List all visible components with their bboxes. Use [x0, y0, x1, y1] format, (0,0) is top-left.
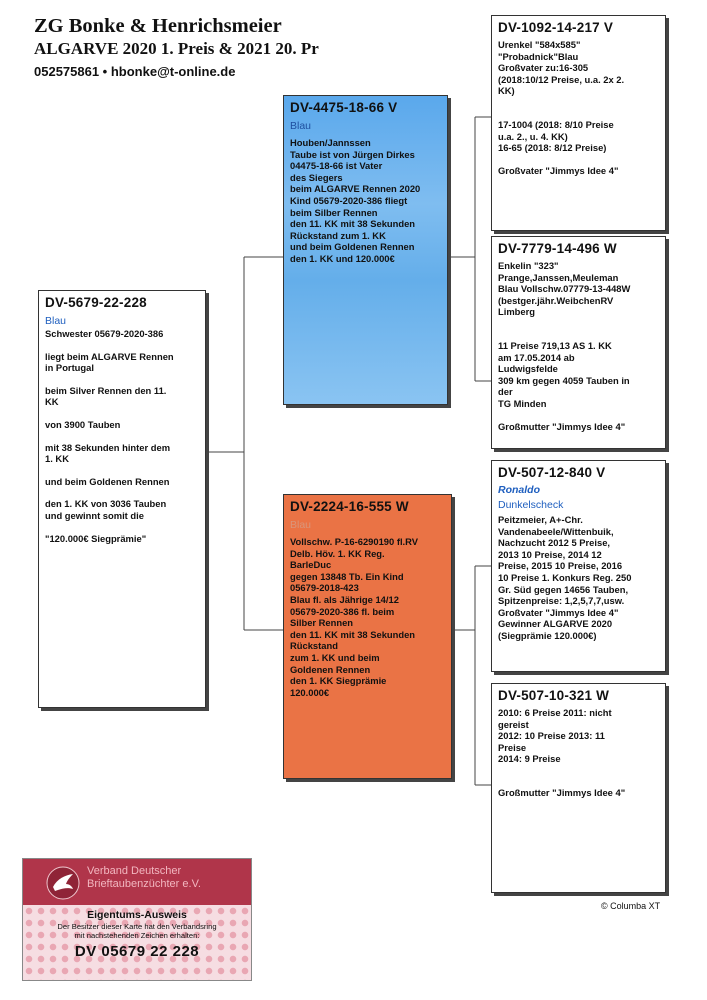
line-gap	[498, 776, 659, 787]
line-gap	[45, 408, 199, 419]
description-line: mit 38 Sekunden hinter dem	[45, 441, 171, 453]
mf-color: Dunkelscheck	[498, 499, 564, 511]
description-line: Großvater zu:16-305	[498, 62, 589, 74]
description-line: 10 Preise 1. Konkurs Reg. 250	[498, 571, 632, 583]
description-line: Limberg	[498, 306, 535, 318]
description-line: Peitzmeier, A+-Chr.	[498, 514, 583, 525]
card-description	[23, 922, 251, 940]
description-line: Delb. Höv. 1. KK Reg.	[290, 547, 385, 559]
description-line: Gewinner ALGARVE 2020	[498, 618, 613, 630]
description-line: KK)	[498, 85, 515, 97]
line-gap	[45, 340, 199, 351]
description-line: beim Silber Rennen	[290, 206, 378, 218]
description-line: den 11. KK mit 38 Sekunden	[290, 218, 416, 230]
description-line: Silber Rennen	[290, 617, 354, 629]
fm-ring-number: DV-7779-14-496 W	[498, 241, 617, 256]
line-gap	[498, 318, 659, 329]
description-line: Nachzucht 2012 5 Preise,	[498, 537, 611, 549]
line-gap	[45, 487, 199, 498]
description-line: "Probadnick"Blau	[498, 50, 579, 62]
mother-description	[290, 536, 445, 698]
card-desc-line2: mit nachstehenden Zeichen erhalten:	[74, 931, 200, 940]
line-gap	[498, 410, 659, 421]
description-line: zum 1. KK und beim	[290, 651, 380, 663]
description-line: 17-1004 (2018: 8/10 Preise	[498, 118, 614, 130]
line-gap	[45, 374, 199, 385]
fm-description	[498, 260, 659, 432]
mother-pigeon-box	[283, 494, 452, 779]
description-line: Preise	[498, 741, 527, 753]
description-line: gegen 13848 Tb. Ein Kind	[290, 570, 404, 582]
line-gap	[45, 465, 199, 476]
description-line: Großvater "Jimmys Idee 4"	[498, 164, 619, 176]
card-ring-number: DV 05679 22 228	[74, 943, 200, 960]
description-line: KK	[45, 396, 59, 408]
description-line: Enkelin "323"	[498, 260, 559, 271]
description-line: beim ALGARVE Rennen 2020	[290, 183, 421, 195]
description-line: u.a. 2., u. 4. KK)	[498, 130, 568, 142]
breeder-contact: 052575861 • hbonke@t-online.de	[34, 64, 236, 79]
description-line: (Siegprämie 120.000€)	[498, 629, 597, 641]
description-line: Ludwigsfelde	[498, 363, 558, 375]
description-line: Blau fl. als Jährige 14/12	[290, 593, 399, 605]
description-line: der	[498, 386, 513, 398]
card-org-line1: Verband Deutscher	[87, 865, 182, 877]
subject-pigeon-box	[38, 290, 206, 708]
father-mother-box	[491, 236, 666, 449]
description-line: Großvater "Jimmys Idee 4"	[498, 606, 619, 618]
mm-description	[498, 707, 659, 799]
line-gap	[45, 522, 199, 533]
subject-ring-number: DV-5679-22-228	[45, 295, 147, 310]
description-line: Großmutter "Jimmys Idee 4"	[498, 420, 626, 432]
description-line: 2014: 9 Preise	[498, 753, 561, 765]
mf-description	[498, 514, 659, 642]
subject-color: Blau	[45, 315, 67, 327]
copyright-notice: © Columba XT	[601, 901, 661, 911]
description-line: Kind 05679-2020-386 fliegt	[290, 194, 408, 206]
description-line: in Portugal	[45, 362, 94, 374]
description-line: Vollschw. P-16-6290190 fl.RV	[290, 536, 419, 547]
father-ring-number: DV-4475-18-66 V	[290, 100, 398, 115]
description-line: (bestger.jähr.WeibchenRV	[498, 294, 614, 306]
father-color: Blau	[290, 120, 312, 132]
description-line: gereist	[498, 718, 529, 730]
description-line: Schwester 05679-2020-386	[45, 328, 164, 339]
description-line: (2018:10/12 Preise, u.a. 2x 2.	[498, 73, 625, 85]
description-line: Großmutter "Jimmys Idee 4"	[498, 786, 626, 798]
breeder-achievement: ALGARVE 2020 1. Preis & 2021 20. Pr	[34, 39, 319, 58]
description-line: und beim Goldenen Rennen	[45, 475, 170, 487]
mother-color: Blau	[290, 519, 312, 531]
father-pigeon-box	[283, 95, 448, 405]
card-desc-line1: Der Besitzer dieser Karte hat den Verbandsring	[57, 922, 217, 931]
description-line: Taube ist von Jürgen Dirkes	[290, 148, 415, 160]
description-line: und gewinnt somit die	[45, 509, 144, 521]
description-line: TG Minden	[498, 397, 547, 409]
mother-father-box	[491, 460, 666, 672]
card-org-line2: Brieftaubenzüchter e.V.	[87, 878, 201, 890]
mother-ring-number: DV-2224-16-555 W	[290, 499, 409, 514]
subject-description	[45, 328, 199, 544]
description-line: BarleDuc	[290, 559, 332, 571]
card-organization	[87, 865, 201, 891]
description-line: Houben/Jannssen	[290, 137, 371, 148]
description-line: "120.000€ Siegprämie"	[45, 532, 147, 544]
description-line: Prange,Janssen,Meuleman	[498, 271, 619, 283]
card-title: Eigentums-Ausweis	[87, 909, 187, 921]
description-line: den 1. KK Siegprämie	[290, 675, 387, 687]
description-line: Gr. Süd gegen 14656 Tauben,	[498, 583, 629, 595]
description-line: Rückstand zum 1. KK	[290, 229, 386, 241]
line-gap	[498, 108, 659, 119]
pigeon-logo-icon	[45, 865, 81, 901]
description-line: den 1. KK und 120.000€	[290, 252, 395, 264]
description-line: 2013 10 Preise, 2014 12	[498, 548, 602, 560]
description-line: 1. KK	[45, 453, 69, 465]
description-line: Urenkel "584x585"	[498, 39, 581, 50]
mother-mother-box	[491, 683, 666, 893]
description-line: am 17.05.2014 ab	[498, 351, 575, 363]
line-gap	[498, 97, 659, 108]
description-line: und beim Goldenen Rennen	[290, 241, 415, 253]
line-gap	[45, 431, 199, 442]
description-line: 2010: 6 Preise 2011: nicht	[498, 707, 612, 718]
description-line: von 3900 Tauben	[45, 418, 121, 430]
description-line: Blau Vollschw.07779-13-448W	[498, 283, 631, 295]
description-line: Preise, 2015 10 Preise, 2016	[498, 560, 623, 572]
description-line: 120.000€	[290, 686, 330, 698]
description-line: 05679-2018-423	[290, 582, 359, 594]
father-description	[290, 137, 441, 265]
ownership-card	[22, 858, 252, 981]
description-line: des Siegers	[290, 171, 343, 183]
description-line: Spitzenpreise: 1,2,5,7,7,usw.	[498, 595, 625, 607]
ff-description	[498, 39, 659, 176]
description-line: beim Silver Rennen den 11.	[45, 384, 167, 396]
description-line: den 11. KK mit 38 Sekunden	[290, 628, 416, 640]
description-line: 04475-18-66 ist Vater	[290, 160, 383, 172]
description-line: Rückstand	[290, 640, 338, 652]
description-line: 309 km gegen 4059 Tauben in	[498, 374, 630, 386]
ff-ring-number: DV-1092-14-217 V	[498, 20, 614, 35]
description-line: 2012: 10 Preise 2013: 11	[498, 730, 605, 742]
description-line: Goldenen Rennen	[290, 663, 371, 675]
breeder-name: ZG Bonke & Henrichsmeier	[34, 15, 282, 37]
mf-pigeon-name: Ronaldo	[498, 484, 540, 496]
line-gap	[498, 329, 659, 340]
description-line: liegt beim ALGARVE Rennen	[45, 350, 174, 362]
line-gap	[498, 765, 659, 776]
description-line: 16-65 (2018: 8/12 Preise)	[498, 142, 607, 154]
line-gap	[498, 154, 659, 165]
description-line: 11 Preise 719,13 AS 1. KK	[498, 339, 612, 351]
description-line: Vandenabeele/Wittenbuik,	[498, 525, 614, 537]
description-line: 05679-2020-386 fl. beim	[290, 605, 395, 617]
mm-ring-number: DV-507-10-321 W	[498, 688, 610, 703]
father-father-box	[491, 15, 666, 231]
mf-ring-number: DV-507-12-840 V	[498, 465, 606, 480]
description-line: den 1. KK von 3036 Tauben	[45, 498, 167, 510]
